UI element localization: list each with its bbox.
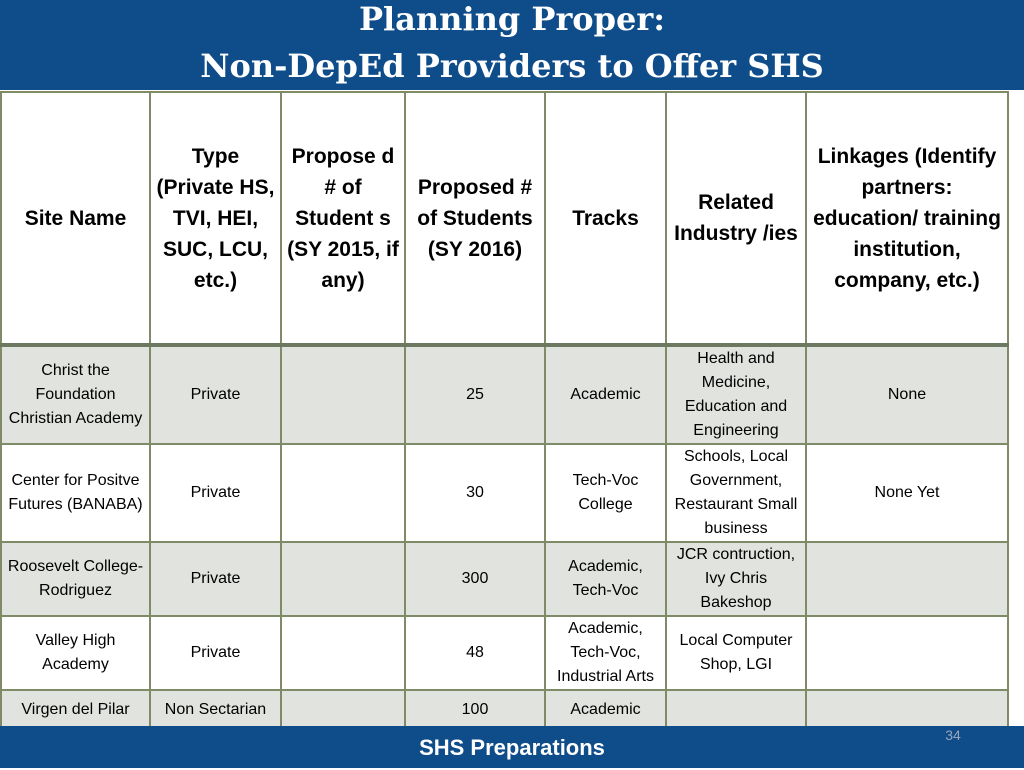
column-header-proposed-sy2015: Propose d # of Student s (SY 2015, if any) (281, 92, 405, 345)
cell-tracks: Academic (545, 345, 666, 444)
table-header-row (1, 92, 1008, 345)
providers-table (0, 91, 1009, 730)
slide-header (0, 0, 1024, 90)
table-row (1, 542, 1008, 616)
cell-tracks: Academic, Tech-Voc (545, 542, 666, 616)
cell-related-industries: JCR contruction, Ivy Chris Bakeshop (666, 542, 806, 616)
table-row (1, 616, 1008, 690)
cell-proposed-sy2016: 30 (405, 444, 545, 542)
cell-type: Private (150, 345, 281, 444)
cell-type: Private (150, 616, 281, 690)
cell-site-name: Roosevelt College- Rodriguez (1, 542, 150, 616)
cell-linkages (806, 616, 1008, 690)
cell-site-name: Christ the Foundation Christian Academy (1, 345, 150, 444)
slide-footer (0, 726, 1024, 768)
cell-proposed-sy2016: 48 (405, 616, 545, 690)
slide-title-line2: Non-DepEd Providers to Offer SHS (200, 47, 824, 85)
cell-tracks: Academic, Tech-Voc, Industrial Arts (545, 616, 666, 690)
column-header-tracks: Tracks (545, 92, 666, 345)
cell-related-industries (666, 690, 806, 729)
cell-linkages: None Yet (806, 444, 1008, 542)
cell-linkages: None (806, 345, 1008, 444)
table-row (1, 690, 1008, 729)
cell-proposed-sy2015 (281, 345, 405, 444)
column-header-type: Type (Private HS, TVI, HEI, SUC, LCU, etc.) (150, 92, 281, 345)
column-header-linkages: Linkages (Identify partners: education/ training institution, company, etc.) (806, 92, 1008, 345)
cell-proposed-sy2015 (281, 444, 405, 542)
cell-related-industries: Local Computer Shop, LGI (666, 616, 806, 690)
table-row (1, 444, 1008, 542)
cell-linkages (806, 542, 1008, 616)
cell-proposed-sy2016: 25 (405, 345, 545, 444)
cell-proposed-sy2016: 100 (405, 690, 545, 729)
slide-title-line1: Planning Proper: (358, 0, 666, 38)
footer-label: SHS Preparations (419, 735, 605, 760)
cell-proposed-sy2015 (281, 542, 405, 616)
cell-related-industries: Schools, Local Government, Restaurant Small business (666, 444, 806, 542)
cell-site-name: Center for Positve Futures (BANABA) (1, 444, 150, 542)
cell-related-industries: Health and Medicine, Education and Engineering (666, 345, 806, 444)
cell-type: Private (150, 444, 281, 542)
cell-site-name: Virgen del Pilar (1, 690, 150, 729)
cell-proposed-sy2016: 300 (405, 542, 545, 616)
cell-proposed-sy2015 (281, 616, 405, 690)
column-header-proposed-sy2016: Proposed # of Students (SY 2016) (405, 92, 545, 345)
cell-tracks: Tech-Voc College (545, 444, 666, 542)
table-row (1, 345, 1008, 444)
page-number: 34 (945, 727, 961, 743)
cell-type: Non Sectarian (150, 690, 281, 729)
column-header-related-industries: Related Industry /ies (666, 92, 806, 345)
cell-proposed-sy2015 (281, 690, 405, 729)
cell-site-name: Valley High Academy (1, 616, 150, 690)
cell-tracks: Academic (545, 690, 666, 729)
column-header-site-name: Site Name (1, 92, 150, 345)
cell-linkages (806, 690, 1008, 729)
cell-type: Private (150, 542, 281, 616)
